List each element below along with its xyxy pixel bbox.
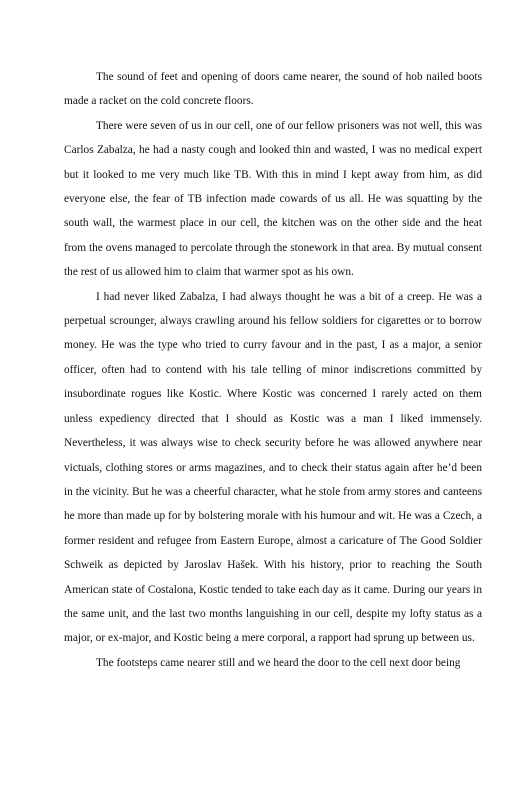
paragraph-2: There were seven of us in our cell, one of our fellow prisoners was not well, this was Carlos Zabalza, he had a nasty cough and looked thin and wasted, I was no medical expert but it looked to me very much like TB. With this in mind I kept away from him, as did everyone else, the fear of TB infection made cowards of us all. He was squatting by the south wall, the warmest place in our cell, the kitchen was on the other side and the heat from the ovens managed to percolate through the stonework in that area. By mutual consent the rest of us allowed him to claim that warmer spot as his own. xyxy=(64,119,482,279)
paragraph-1: The sound of feet and opening of doors came nearer, the sound of hob nailed boots made a racket on the cold concrete floors. xyxy=(64,71,482,108)
paragraph-4: The footsteps came nearer still and we heard the door to the cell next door being xyxy=(96,656,461,669)
document-page xyxy=(64,65,482,675)
paragraph-3: I had never liked Zabalza, I had always thought he was a bit of a creep. He was a perpetual scrounger, always crawling around his fellow soldiers for cigarettes or to borrow money. He was the type who tried to curry favour and in the past, I as a major, a senior officer, often had to contend with his tale telling of minor indiscretions committed by insubordinate rogues like Kostic. Where Kostic was concerned I rarely acted on them unless expediency directed that I should as Kostic was a man I liked immensely. Nevertheless, it was always wise to check security before he was allowed anywhere near victuals, clothing stores or arms magazines, and to check their status again after he’d been in the vicinity. But he was a cheerful character, what he stole from army stores and canteens he more than made up for by bolstering morale with his humour and wit. He was a Czech, a former resident and refugee from Eastern Europe, almost a caricature of The Good Soldier Schweik as depicted by Jaroslav Hašek. With his history, prior to reaching the South American state of Costalona, Kostic tended to take each day as it came. During our years in the same unit, and the last two months languishing in our cell, despite my lofty status as a major, or ex-major, and Kostic being a mere corporal, a rapport had sprung up between us. xyxy=(64,290,482,645)
